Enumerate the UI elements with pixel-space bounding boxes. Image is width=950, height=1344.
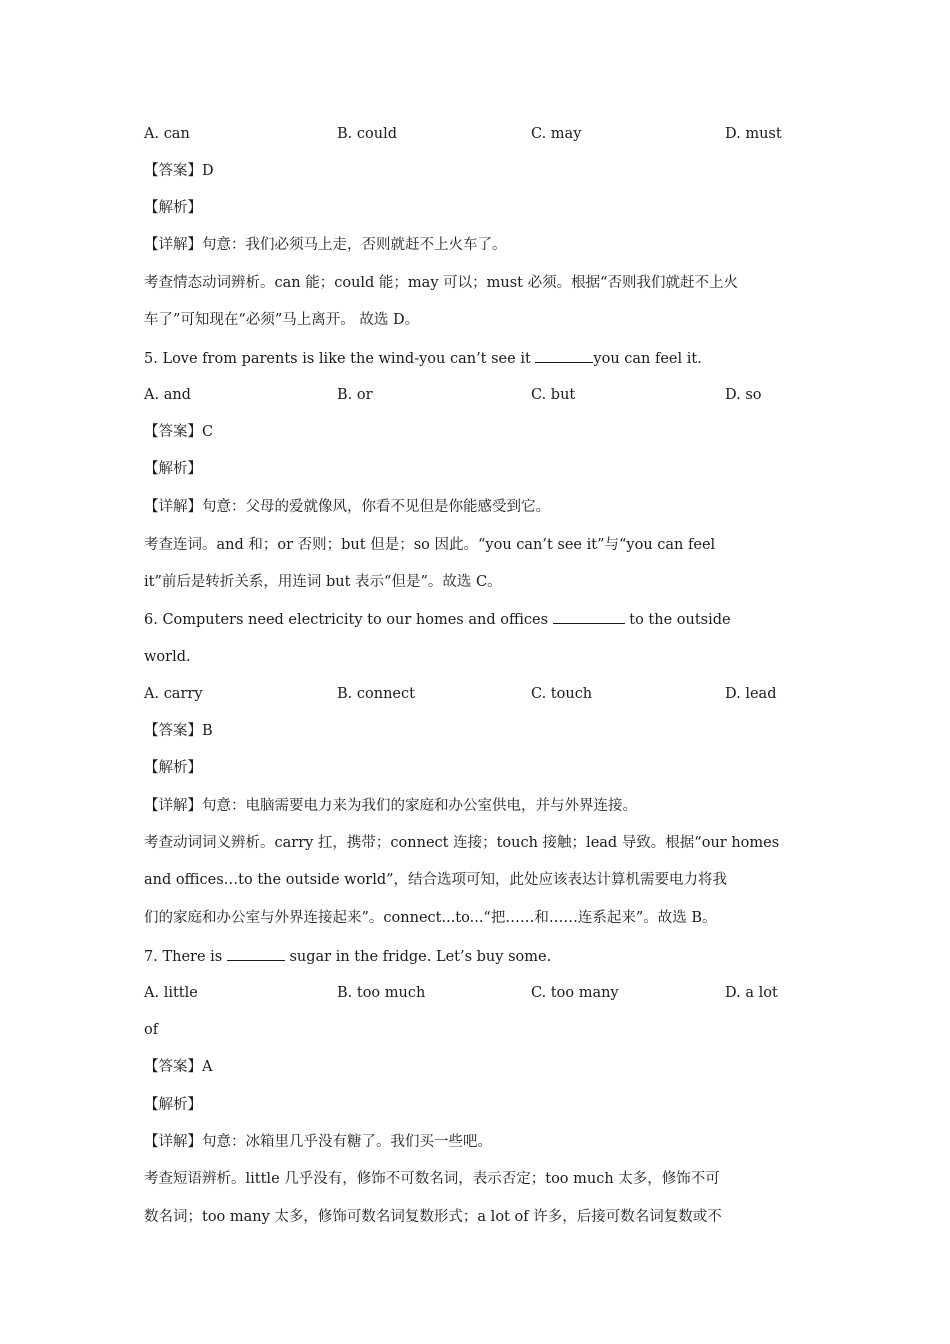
q6-analysis-label: 【解析】 <box>144 760 202 776</box>
detail-label: 【详解】 <box>144 798 202 814</box>
q4-option-a: A. can <box>144 126 190 142</box>
q6-stem-b: to the outside <box>624 612 731 628</box>
detail-label: 【详解】 <box>144 499 202 515</box>
q6-stem-continued: world. <box>144 649 191 665</box>
q4-options <box>144 124 844 144</box>
q5-detail <box>144 497 814 517</box>
q7-explanation-2: 数名词；too many 太多，修饰可数名词复数形式；a lot of 许多，后接可数名词复数或不 <box>144 1209 722 1225</box>
q5-option-a: A. and <box>144 387 191 403</box>
q7-explanation-1: 考查短语辨析。little 几乎没有，修饰不可数名词，表示否定；too much 太多，修饰不可 <box>144 1171 720 1187</box>
q6-detail-text: 句意：电脑需要电力来为我们的家庭和办公室供电，并与外界连接。 <box>202 798 637 814</box>
q4-explanation-1: 考查情态动词辨析。can 能；could 能；may 可以；must 必须。根据“否则我们就赶不上火 <box>144 275 739 291</box>
q4-analysis-label: 【解析】 <box>144 200 202 216</box>
q7-option-d: D. a lot <box>725 985 778 1001</box>
q7-stem-b: sugar in the fridge. Let’s buy some. <box>284 949 552 965</box>
q6-stem <box>144 609 814 630</box>
q5-analysis-label: 【解析】 <box>144 461 202 477</box>
q5-option-c: C. but <box>531 387 576 403</box>
answer-label: 【答案】 <box>144 723 202 739</box>
q5-explanation-2: it”前后是转折关系，用连词 but 表示“但是”。故选 C。 <box>144 574 502 590</box>
q5-stem-b: you can feel it. <box>593 351 702 367</box>
q5-answer <box>144 422 814 442</box>
q4-answer <box>144 161 814 181</box>
answer-label: 【答案】 <box>144 424 202 440</box>
q5-stem <box>144 348 814 369</box>
q5-stem-a: 5. Love from parents is like the wind-you can’t see it <box>144 351 536 367</box>
q6-answer-value: B <box>202 723 213 739</box>
q7-option-b: B. too much <box>337 985 426 1001</box>
q7-stem <box>144 946 814 967</box>
q4-option-b: B. could <box>337 126 397 142</box>
q6-options <box>144 684 844 704</box>
q7-option-a: A. little <box>144 985 198 1001</box>
q4-option-c: C. may <box>531 126 582 142</box>
answer-label: 【答案】 <box>144 1059 202 1075</box>
detail-label: 【详解】 <box>144 1134 202 1150</box>
q6-option-d: D. lead <box>725 686 777 702</box>
q7-detail-text: 句意：冰箱里几乎没有糖了。我们买一些吧。 <box>202 1134 492 1150</box>
q6-explanation-1: 考查动词词义辨析。carry 扛，携带；connect 连接；touch 接触；lead 导致。根据“our homes <box>144 835 780 851</box>
q6-blank <box>553 609 625 624</box>
q7-analysis-label: 【解析】 <box>144 1097 202 1113</box>
q7-answer <box>144 1057 814 1077</box>
q7-option-d-continued: of <box>144 1022 159 1038</box>
q4-detail <box>144 235 814 255</box>
q7-detail <box>144 1132 814 1152</box>
q5-options <box>144 385 844 405</box>
detail-label: 【详解】 <box>144 237 202 253</box>
q7-stem-a: 7. There is <box>144 949 227 965</box>
q7-blank <box>227 946 285 961</box>
q6-explanation-3: 们的家庭和办公室与外界连接起来”。connect...to...“把……和……连系起来”。故选 B。 <box>144 910 717 926</box>
q6-answer <box>144 721 814 741</box>
q5-explanation-1: 考查连词。and 和；or 否则；but 但是；so 因此。“you can’t see it”与“you can feel <box>144 537 716 553</box>
q5-detail-text: 句意：父母的爱就像风，你看不见但是你能感受到它。 <box>202 499 550 515</box>
answer-label: 【答案】 <box>144 163 202 179</box>
q7-options <box>144 983 844 1003</box>
q6-stem-a: 6. Computers need electricity to our homes and offices <box>144 612 553 628</box>
q7-answer-value: A <box>202 1059 213 1075</box>
q4-explanation-2: 车了”可知现在“必须”马上离开。 故选 D。 <box>144 312 420 328</box>
q4-option-d: D. must <box>725 126 782 142</box>
q6-option-a: A. carry <box>144 686 203 702</box>
q5-answer-value: C <box>202 424 214 440</box>
q4-detail-text: 句意：我们必须马上走，否则就赶不上火车了。 <box>202 237 507 253</box>
q6-detail <box>144 796 814 816</box>
q6-explanation-2: and offices…to the outside world”，结合选项可知，此处应该表达计算机需要电力将我 <box>144 872 728 888</box>
q7-option-c: C. too many <box>531 985 619 1001</box>
q6-option-c: C. touch <box>531 686 593 702</box>
q5-blank <box>535 348 593 363</box>
q5-option-b: B. or <box>337 387 373 403</box>
q5-option-d: D. so <box>725 387 762 403</box>
q6-option-b: B. connect <box>337 686 415 702</box>
q4-answer-value: D <box>202 163 214 179</box>
